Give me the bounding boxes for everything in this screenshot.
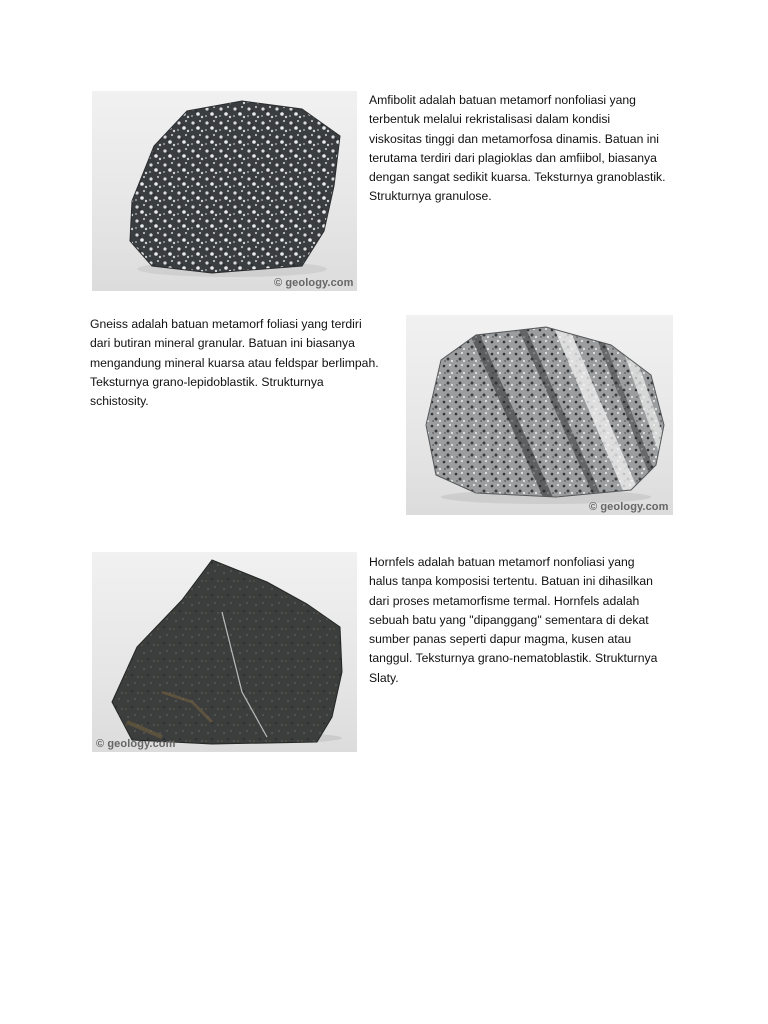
amphibolite-description: Amfibolit adalah batuan metamorf nonfoliasi yang terbentuk melalui rekristalisasi dalam kondisi viskositas tinggi dan metamorfosa dinamis. Batuan ini terutama terdiri dari plagioklas dan amfiibol, biasanya dengan sangat sedikit kuarsa. Teksturnya granoblastik. Strukturnya granulose. — [369, 93, 666, 204]
image-watermark: © geology.com — [274, 277, 354, 289]
image-watermark: © geology.com — [96, 738, 176, 750]
gneiss-rock-illustration — [406, 315, 673, 515]
amphibolite-photo — [92, 91, 357, 291]
gneiss-description: Gneiss adalah batuan metamorf foliasi yang terdiri dari butiran mineral granular. Batuan ini biasanya mengandung mineral kuarsa atau feldspar berlimpah. Teksturnya grano-lepidoblastik. Strukturnya schistosity. — [90, 317, 379, 409]
amphibolite-rock-illustration — [92, 91, 357, 291]
gneiss-photo — [406, 315, 673, 515]
hornfels-description: Hornfels adalah batuan metamorf nonfoliasi yang halus tanpa komposisi tertentu. Batuan ini dihasilkan dari proses metamorfisme termal. Hornfels adalah sebuah batu yang "dipanggang" sementara di dekat sumber panas seperti dapur magma, kusen atau tanggul. Teksturnya grano-nematoblastik. Strukturnya Slaty. — [369, 555, 658, 685]
hornfels-photo — [92, 552, 357, 752]
image-watermark: © geology.com — [589, 501, 669, 513]
hornfels-rock-illustration — [92, 552, 357, 752]
